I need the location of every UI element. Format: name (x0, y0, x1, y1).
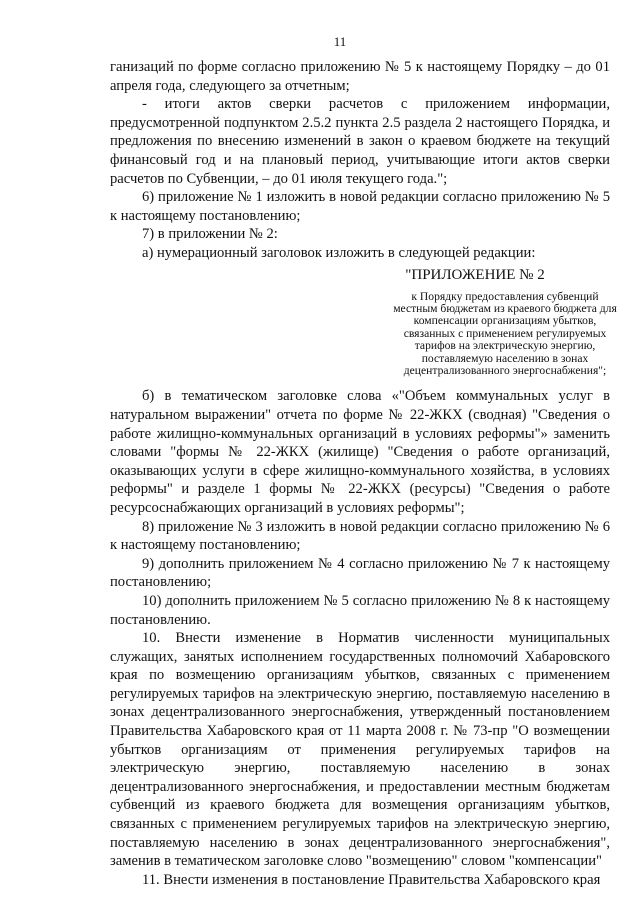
paragraph: б) в тематическом заголовке слова «"Объем коммунальных услуг в натуральном выражении" отчета по форме № 22-ЖКХ (сводная) "Сведения о работе жилищно-коммунальных организаций в условиях реформы"» заменить словами "формы № 22-ЖКХ (жилище) "Сведения о работе организаций, оказывающих услуги в сфере жилищно-коммунального хозяйства, в условиях реформы" и разделе 1 формы № 22-ЖКХ (ресурсы) "Сведения о работе ресурсоснабжающих организаций в условиях реформы"; (110, 388, 610, 516)
appendix-title: "ПРИЛОЖЕНИЕ № 2 (405, 266, 545, 283)
paragraph: а) нумерационный заголовок изложить в следующей редакции: (142, 244, 536, 261)
paragraph: ганизаций по форме согласно приложению № 5 к настоящему Порядку – до 01 апреля года, следующего за отчетным; (110, 59, 610, 94)
appendix-subtitle: к Порядку предоставления субвенций местным бюджетам из краевого бюджета для компенсации организациям убытков, связанных с применением регулируемых тарифов на электрическую энергию, поставляемую населению в зонах децентрализованного энергоснабжения"; (393, 289, 617, 377)
appendix-heading-block (390, 265, 620, 378)
paragraph: 10) дополнить приложением № 5 согласно приложению № 8 к настоящему постановлению. (110, 592, 610, 628)
paragraph: 8) приложение № 3 изложить в новой редакции согласно приложению № 6 к настоящему постановлению; (110, 518, 610, 554)
paragraph: - итоги актов сверки расчетов с приложением информации, предусмотренной подпунктом 2.5.2 пункта 2.5 раздела 2 настоящего Порядка, и предложения по внесению изменений в закон о краевом бюджете на текущий финансовый год и на плановый период, учитывающие итоги актов сверки расчетов по Субвенции, – до 01 июля текущего года."; (110, 96, 610, 187)
paragraph: 6) приложение № 1 изложить в новой редакции согласно приложению № 5 к настоящему постановлению; (110, 189, 610, 224)
document-body (110, 58, 617, 889)
page-number: 11 (333, 34, 347, 49)
paragraph: 9) дополнить приложением № 4 согласно приложению № 7 к настоящему постановлению; (110, 555, 610, 591)
paragraph: 10. Внести изменение в Норматив численности муниципальных служащих, занятых исполнением государственных полномочий Хабаровского края по возмещению организациям убытков, связанных с применением регулируемых тарифов на электрическую энергию, поставляемую населению в зонах децентрализованного энергоснабжения, утвержденный постановлением Правительства Хабаровского края от 11 марта 2008 г. № 73-пр "О возмещении убытков организациям от применения регулируемых тарифов на электрическую энергию, поставляемую населению в зонах децентрализованного энергоснабжения, и предоставлении местным бюджетам субвенций из краевого бюджета для возмещения организациям убытков, связанных с применением регулируемых тарифов на электрическую энергию, поставляемую населению в зонах децентрализованного энергоснабжения", заменив в тематическом заголовке слово "возмещению" словом "компенсации" (110, 630, 610, 870)
paragraph: 11. Внести изменения в постановление Правительства Хабаровского края (142, 871, 601, 888)
paragraph: 7) в приложении № 2: (142, 226, 278, 243)
